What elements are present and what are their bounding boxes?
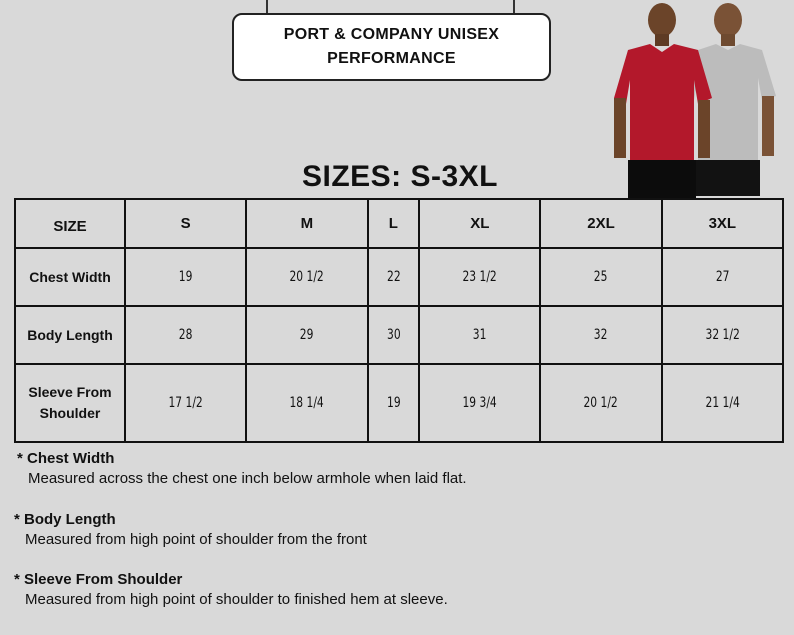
size-header-s: S: [125, 199, 246, 248]
row-label-chest-width: Chest Width: [15, 248, 125, 306]
table-header-row: [15, 199, 783, 248]
hanging-sign: [232, 0, 551, 81]
row-label-line-2: Shoulder: [39, 405, 101, 421]
table-cell: 17 1/2: [134, 364, 237, 442]
table-cell: 29: [255, 306, 358, 364]
table-cell: 19: [371, 364, 415, 442]
table-cell: 32 1/2: [671, 306, 774, 364]
sign-line-1: PORT & COMPANY UNISEX: [283, 26, 500, 43]
note-chest-width: [17, 450, 467, 487]
note-description: Measured across the chest one inch below armhole when laid flat.: [28, 470, 467, 487]
table-cell: 19: [134, 248, 237, 306]
table-cell: 28: [134, 306, 237, 364]
table-cell: 19 3/4: [428, 364, 531, 442]
row-label-body-length: Body Length: [15, 306, 125, 364]
row-label-line-1: Sleeve From: [28, 384, 112, 400]
table-cell: 25: [550, 248, 653, 306]
table-cell: 23 1/2: [428, 248, 531, 306]
size-column-header: SIZE: [15, 199, 125, 248]
row-label-sleeve-from-shoulder: [15, 364, 125, 442]
size-header-3xl: 3XL: [662, 199, 783, 248]
sign-line-2: PERFORMANCE: [327, 50, 456, 67]
table-cell: 22: [371, 248, 415, 306]
table-cell: 30: [371, 306, 415, 364]
size-header-xl: XL: [419, 199, 540, 248]
table-cell: 20 1/2: [255, 248, 358, 306]
size-header-2xl: 2XL: [540, 199, 661, 248]
size-chart-table: [14, 198, 784, 443]
table-row-sleeve-from-shoulder: [15, 364, 783, 442]
table-row-chest-width: [15, 248, 783, 306]
note-heading: * Chest Width: [17, 450, 115, 467]
note-heading: * Body Length: [14, 511, 116, 528]
table-cell: 32: [550, 306, 653, 364]
size-header-l: L: [368, 199, 420, 248]
models-photo: [612, 0, 780, 198]
note-description: Measured from high point of shoulder to finished hem at sleeve.: [25, 591, 448, 608]
table-cell: 21 1/4: [671, 364, 774, 442]
table-cell: 20 1/2: [550, 364, 653, 442]
note-description: Measured from high point of shoulder from the front: [25, 531, 367, 548]
note-body-length: [14, 511, 367, 548]
table-row-body-length: [15, 306, 783, 364]
table-cell: 27: [671, 248, 774, 306]
table-cell: 18 1/4: [255, 364, 358, 442]
note-sleeve-from-shoulder: [14, 571, 448, 608]
size-header-m: M: [246, 199, 367, 248]
note-heading: * Sleeve From Shoulder: [14, 571, 183, 588]
table-cell: 31: [428, 306, 531, 364]
page-title: SIZES: S-3XL: [301, 160, 499, 193]
sign-board: [232, 13, 551, 81]
